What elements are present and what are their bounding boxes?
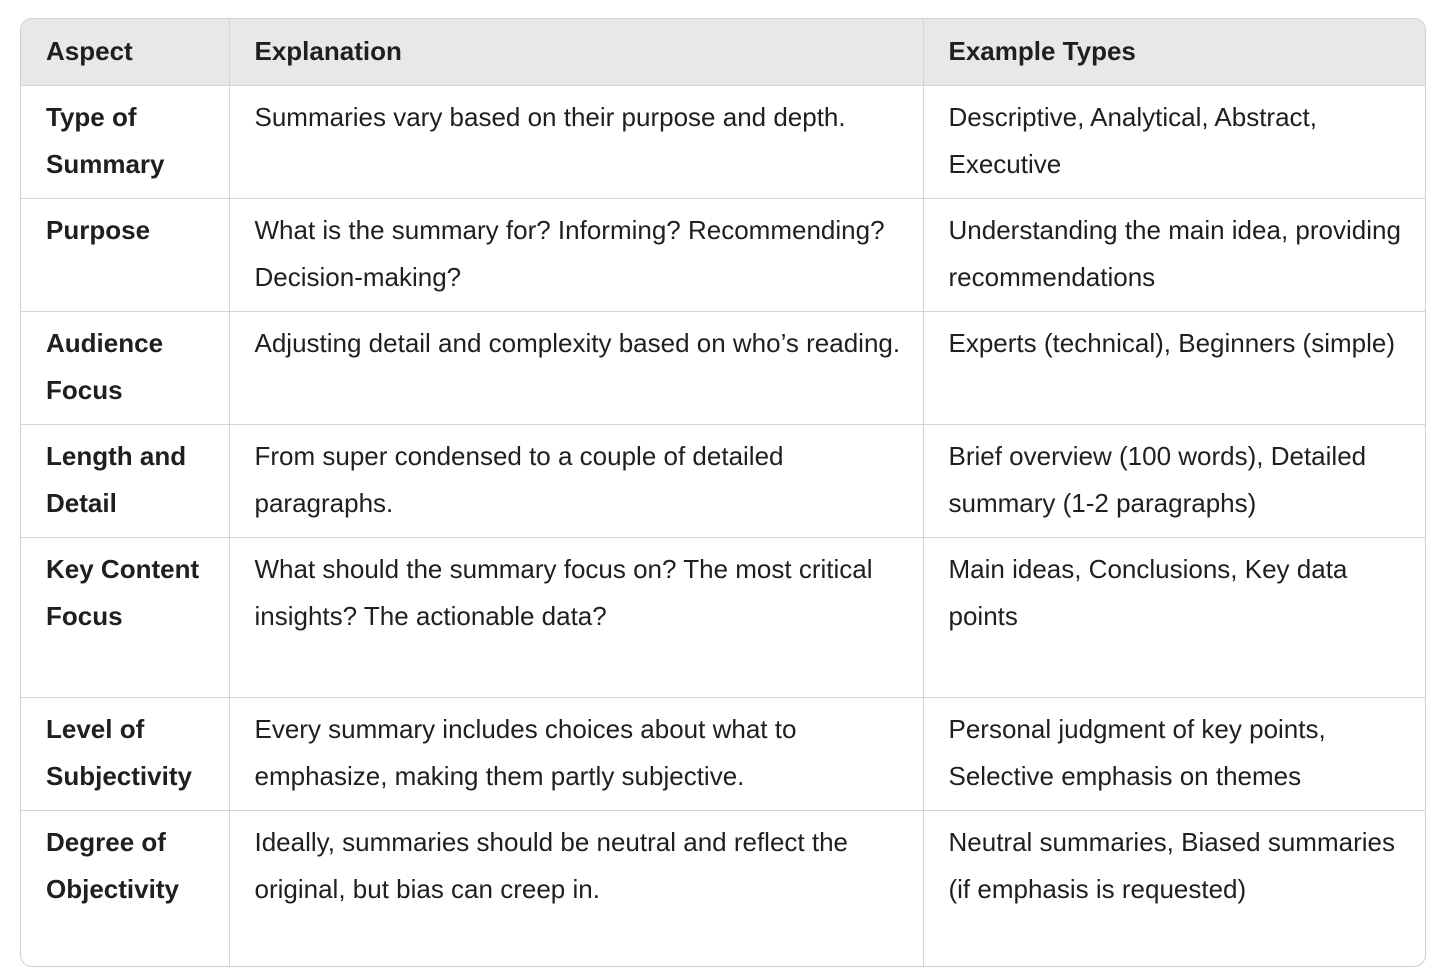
table-row [21, 537, 1425, 697]
table-row [21, 85, 1425, 198]
cell-explanation: What is the summary for? Informing? Recommending? Decision-making? [229, 198, 923, 311]
header-row [21, 19, 1425, 85]
table-body [21, 85, 1425, 967]
cell-explanation: Summaries vary based on their purpose and depth. [229, 85, 923, 198]
table-header [21, 19, 1425, 85]
cell-explanation: From super condensed to a couple of detailed paragraphs. [229, 424, 923, 537]
cell-explanation: Ideally, summaries should be neutral and reflect the original, but bias can creep in. [229, 810, 923, 967]
table-row [21, 697, 1425, 810]
cell-aspect: Purpose [21, 198, 229, 311]
cell-examples: Experts (technical), Beginners (simple) [923, 311, 1425, 424]
header-aspect: Aspect [21, 19, 229, 85]
cell-explanation: Every summary includes choices about what to emphasize, making them partly subjective. [229, 697, 923, 810]
summary-aspects-table [20, 18, 1426, 967]
cell-examples: Neutral summaries, Biased summaries (if emphasis is requested) [948, 826, 1395, 904]
header-explanation: Explanation [229, 19, 923, 85]
cell-aspect: Key Content Focus [21, 537, 229, 697]
cell-examples: Understanding the main idea, providing recommendations [923, 198, 1425, 311]
cell-explanation: What should the summary focus on? The most critical insights? The actionable data? [229, 537, 923, 697]
cell-aspect: Length and Detail [21, 424, 229, 537]
table-row [21, 810, 1425, 967]
cell-aspect: Audience Focus [21, 311, 229, 424]
cell-examples: Main ideas, Conclusions, Key data points [923, 537, 1425, 697]
cell-examples: Personal judgment of key points, Selective emphasis on themes [923, 697, 1425, 810]
cell-aspect: Degree of Objectivity [21, 810, 229, 967]
table-row [21, 311, 1425, 424]
header-example-types: Example Types [923, 19, 1425, 85]
cell-aspect: Level of Subjectivity [21, 697, 229, 810]
cell-examples: Descriptive, Analytical, Abstract, Executive [923, 85, 1425, 198]
cell-examples: Brief overview (100 words), Detailed summary (1-2 paragraphs) [923, 424, 1425, 537]
table-row [21, 198, 1425, 311]
cell-explanation: Adjusting detail and complexity based on who’s reading. [229, 311, 923, 424]
table-row [21, 424, 1425, 537]
table [21, 19, 1425, 967]
cell-aspect: Type of Summary [21, 85, 229, 198]
